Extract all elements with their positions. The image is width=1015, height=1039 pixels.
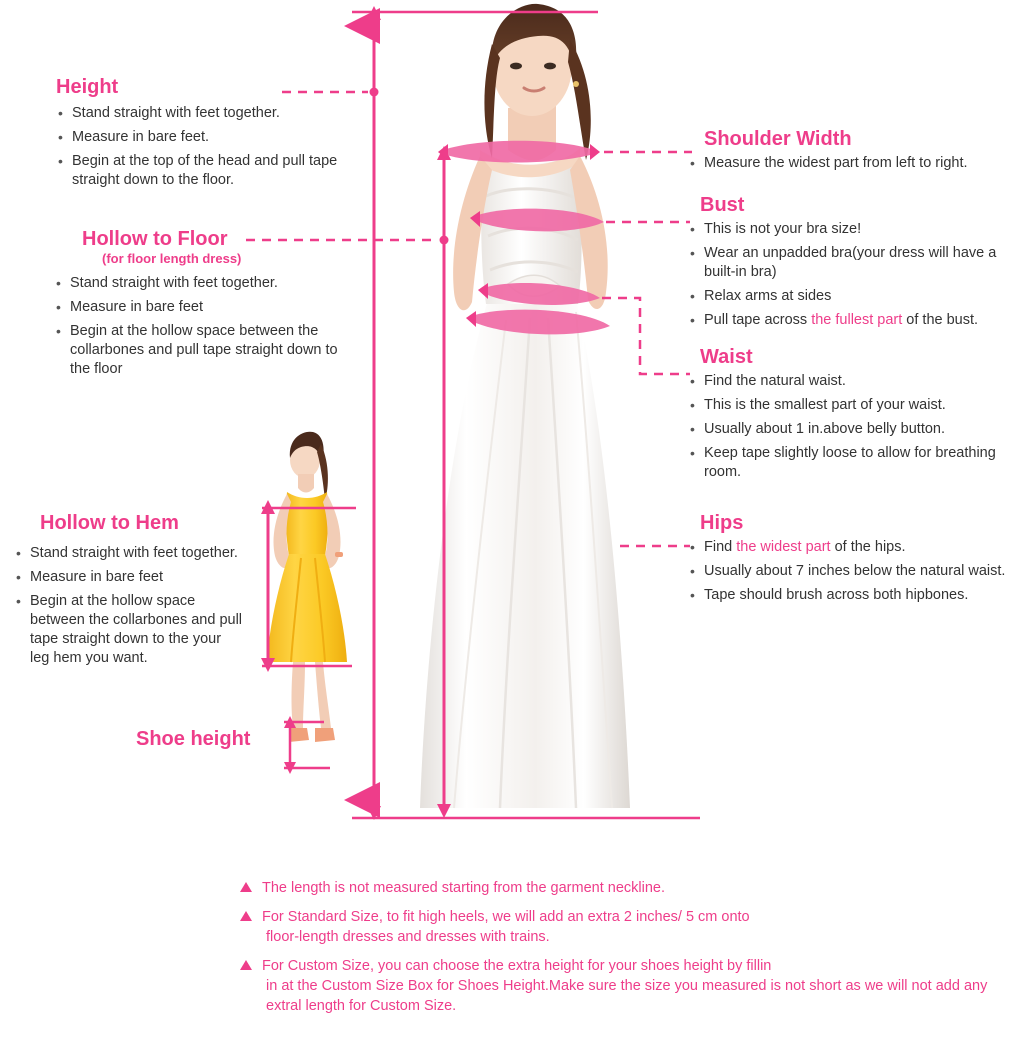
section-bust-title: Bust: [700, 194, 745, 216]
section-height-bullets: [56, 104, 356, 190]
note-line-1: For Custom Size, you can choose the extra height for your shoes height by fillin: [262, 958, 772, 974]
list-item: • This is the smallest part of your waist.: [688, 396, 1010, 415]
section-height: [56, 76, 356, 195]
list-item: • Relax arms at sides: [688, 287, 1012, 306]
list-item: • Stand straight with feet together.: [56, 104, 356, 123]
list-item: • Tape should brush across both hipbones.: [688, 586, 1010, 605]
list-item: • Keep tape slightly loose to allow for breathing room.: [688, 444, 1010, 482]
section-hollow-to-floor-bullets: [40, 274, 340, 379]
section-hollow-to-hem: [14, 512, 244, 673]
triangle-bullet-icon: [240, 960, 252, 970]
list-item: • Usually about 7 inches below the natural waist.: [688, 562, 1010, 581]
section-height-title: Height: [56, 76, 119, 98]
list-item-hips-widest: • Find the widest part of the hips.: [688, 538, 1010, 557]
triangle-bullet-icon: [240, 882, 252, 892]
list-item: • This is not your bra size!: [688, 220, 1012, 239]
list-item: • Begin at the hollow space between the collarbones and pull tape straight down to the your leg hem you want.: [14, 592, 244, 668]
section-shoe-height: [136, 728, 250, 750]
section-shoulder-width-title: Shoulder Width: [704, 128, 852, 150]
section-hollow-to-floor: [40, 228, 340, 384]
list-item: • Stand straight with feet together.: [14, 544, 244, 563]
list-item: • Stand straight with feet together.: [54, 274, 340, 293]
model-yellow-dress-illustration: [245, 430, 375, 775]
list-item: • Begin at the top of the head and pull tape straight down to the floor.: [56, 152, 356, 190]
section-hollow-to-hem-title: Hollow to Hem: [40, 512, 179, 534]
section-hollow-to-floor-subtitle: (for floor length dress): [102, 251, 242, 266]
section-hips: [700, 512, 1010, 610]
footer-notes: [240, 878, 1000, 1025]
note-line-2: in at the Custom Size Box for Shoes Height.Make sure the size you measured is not short as we will not add any extral length for Custom Size.: [266, 978, 988, 1014]
note-line-2: floor-length dresses and dresses with trains.: [266, 929, 550, 945]
list-item: • Wear an unpadded bra(your dress will have a built-in bra): [688, 244, 1012, 282]
section-waist: [700, 346, 1010, 487]
section-hollow-to-floor-title: Hollow to Floor: [82, 228, 228, 250]
list-item: • Measure in bare feet: [54, 298, 340, 317]
note-item: [240, 956, 1000, 1016]
section-waist-bullets: [688, 372, 1010, 482]
bust-highlight: the fullest part: [811, 312, 903, 328]
list-item: • Usually about 1 in.above belly button.: [688, 420, 1010, 439]
section-hips-title: Hips: [700, 512, 744, 534]
section-hollow-to-hem-bullets: [14, 544, 244, 668]
model-white-gown-illustration: [380, 0, 680, 830]
list-item: • Measure in bare feet: [14, 568, 244, 587]
list-item: • Measure in bare feet.: [56, 128, 356, 147]
list-item: • Measure the widest part from left to right.: [688, 154, 1014, 173]
section-shoulder-width-bullets: [688, 154, 1014, 173]
section-bust-bullets: [688, 220, 1012, 330]
hips-highlight: the widest part: [736, 539, 831, 555]
note-line-1: For Standard Size, to fit high heels, we will add an extra 2 inches/ 5 cm onto: [262, 909, 750, 925]
section-bust: [700, 194, 1012, 335]
section-shoulder-width: [704, 128, 1014, 178]
triangle-bullet-icon: [240, 911, 252, 921]
note-item: [240, 878, 1000, 898]
list-item-bust-fullest: • Pull tape across the fullest part of the bust.: [688, 311, 1012, 330]
section-hips-bullets: [688, 538, 1010, 605]
list-item: • Begin at the hollow space between the collarbones and pull tape straight down to the floor: [54, 322, 340, 379]
list-item: • Find the natural waist.: [688, 372, 1010, 391]
section-shoe-height-title: Shoe height: [136, 728, 251, 750]
note-line-1: The length is not measured starting from the garment neckline.: [262, 880, 665, 896]
note-item: [240, 907, 1000, 947]
section-waist-title: Waist: [700, 346, 753, 368]
